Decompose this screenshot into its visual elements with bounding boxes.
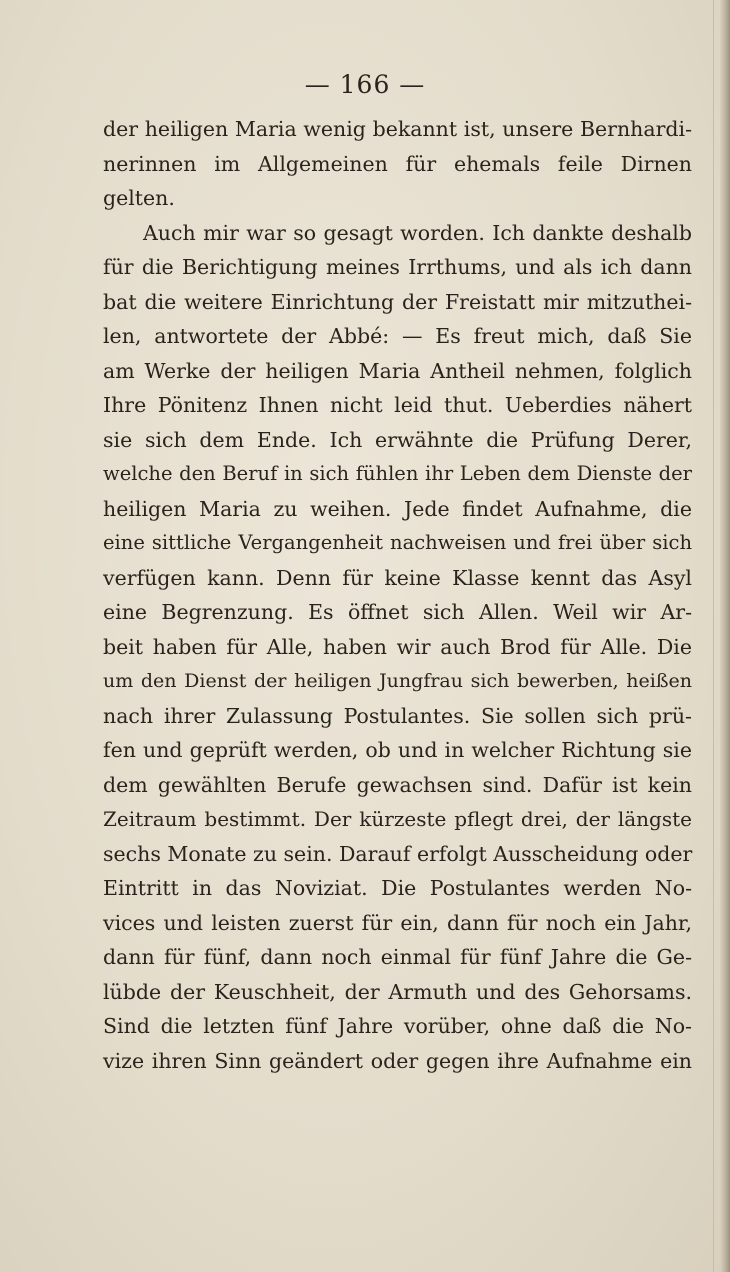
text-line: verfügen kann. Denn für keine Klasse kennt das Asyl [103,565,692,590]
text-line: Eintritt in das Noviziat. Die Postulantes werden No- [103,876,692,900]
page-edge-shadow [720,0,730,1272]
text-line: Zeitraum bestimmt. Der kürzeste pflegt drei, der längste [103,807,692,831]
page-number: — 166 — [304,70,426,99]
text-line: lübde der Keuschheit, der Armuth und des Gehorsams. [103,979,692,1004]
text-line: fen und geprüft werden, ob und in welcher Richtung sie [103,738,692,762]
text-line: eine Begrenzung. Es öffnet sich Allen. Weil wir Ar- [103,600,692,624]
text-line: nach ihrer Zulassung Postulantes. Sie sollen sich prü- [103,703,692,728]
text-line: sie sich dem Ende. Ich erwähnte die Prüfung Derer, [103,427,692,452]
text-line: dann für fünf, dann noch einmal für fünf Jahre die Ge- [103,945,692,969]
text-line: beit haben für Alle, haben wir auch Brod für Alle. Die [103,634,692,659]
body-text [103,112,692,1078]
text-line: dem gewählten Berufe gewachsen sind. Dafür ist kein [103,772,692,797]
text-line: vices und leisten zuerst für ein, dann für noch ein Jahr, [103,910,692,935]
text-line: Sind die letzten fünf Jahre vorüber, ohne daß die No- [103,1014,692,1038]
text-line: eine sittliche Vergangenheit nachweisen und frei über sich [103,531,692,554]
text-line: heiligen Maria zu weihen. Jede findet Aufnahme, die [103,496,692,521]
text-line: sechs Monate zu sein. Darauf erfolgt Ausscheidung oder [103,841,693,866]
text-line: nerinnen im Allgemeinen für ehemals feile Dirnen [103,151,692,176]
page-edge-line [713,0,714,1272]
text-line: gelten. [103,186,175,210]
text-line: Ihre Pönitenz Ihnen nicht leid thut. Ueberdies nähert [103,393,692,417]
text-line: der heiligen Maria wenig bekannt ist, unsere Bernhardi- [103,117,692,141]
text-line: bat die weitere Einrichtung der Freistatt mir mitzuthei- [103,289,692,314]
text-line: welche den Beruf in sich fühlen ihr Leben dem Dienste der [103,462,692,485]
text-line: len, antwortete der Abbé: — Es freut mich, daß Sie [103,324,692,348]
text-line: für die Berichtigung meines Irrthums, und als ich dann [103,255,692,279]
text-line: am Werke der heiligen Maria Antheil nehmen, folglich [103,358,692,383]
text-line: Auch mir war so gesagt worden. Ich dankte deshalb [143,220,692,245]
text-line: vize ihren Sinn geändert oder gegen ihre Aufnahme ein [103,1048,692,1073]
text-line: um den Dienst der heiligen Jungfrau sich bewerben, heißen [103,670,692,692]
